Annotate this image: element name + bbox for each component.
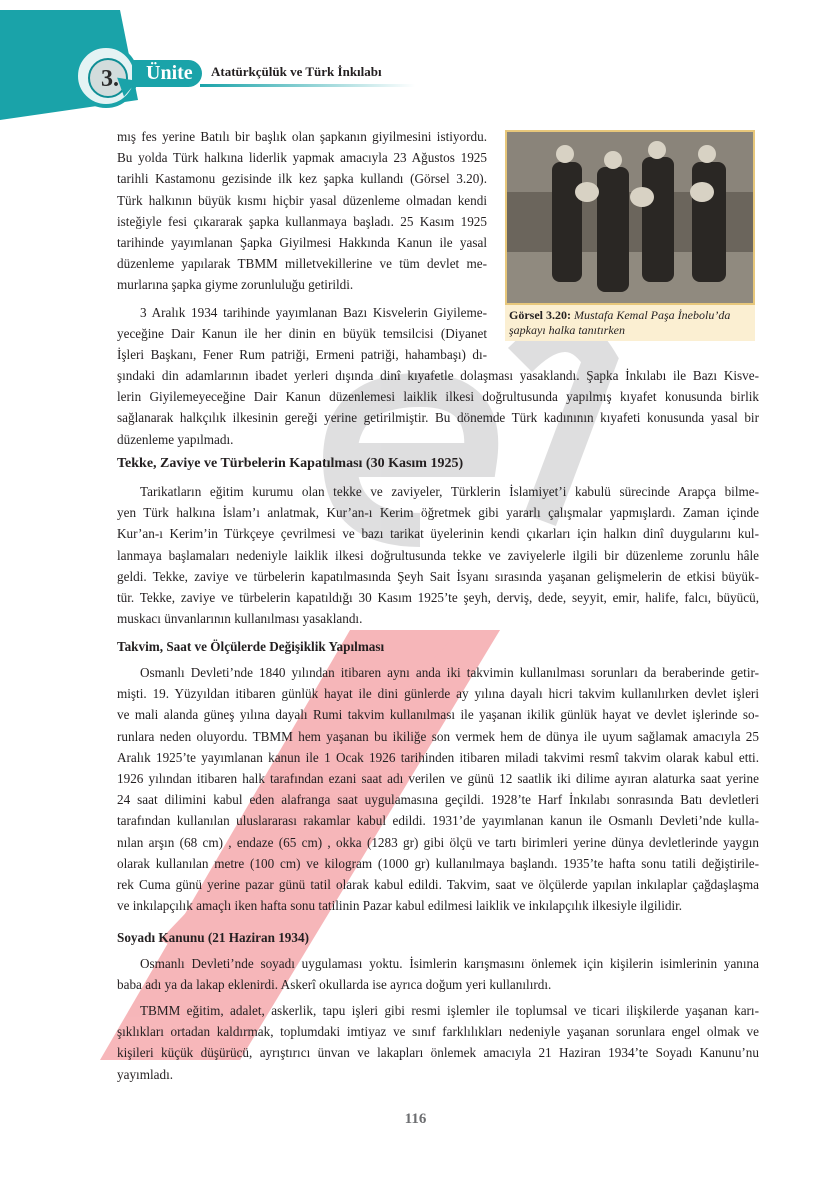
figure-caption [505, 305, 755, 341]
unit-label: Ünite [146, 62, 193, 84]
text-line: nılan arşın (68 cm) , endaze (65 cm) , okka (1283 gr) gibi ölçü ve tartı birimleri yerine dünya devletlerinde yaygın [117, 834, 759, 850]
text-line: baba adı ya da lakap eklenirdi. Askerî okullarda ise ayrıca doğum yeri kullanılırdı. [117, 977, 552, 993]
section-takvim-paragraph [117, 662, 759, 916]
text-line: muskacı ünvanlarının kullanılması yasaklandı. [117, 611, 363, 627]
photo-illustration [507, 132, 753, 303]
text-line: murlarına şapka giyme zorunluluğu getirildi. [117, 277, 354, 293]
text-line: ve inkılapçılık amaçlı iken hafta sonu tatilinin Pazar kabul edilmesi laiklik ve inkılapçılık ilkesiyle ilgilidir. [117, 898, 683, 914]
text-line: rek Cuma günü yerine pazar günü tatil olarak kabul edildi. Takvim, saat ve ölçülerde yapılan inkılaplar çağdaşlaşma [117, 877, 759, 893]
text-line: İşleri Başkanı, Fener Rum patriği, Ermeni patriği, hahambaşı) dı- [117, 347, 487, 363]
unit-title-underline [200, 84, 415, 87]
text-line: tür. Tekke, zaviye ve türbelerin kapatıldığı 30 Kasım 1925’te şeyh, derviş, dede, seyyit, emir, halife, falcı, büyücü, [117, 590, 759, 606]
text-line: 1926 yılından itibaren halk tarafından ezani saat adı verilen ve günü 12 saatlik iki dilime ayıran alaturka saat yerine [117, 771, 759, 787]
text-line: yeceğine Dair Kanun ile her dinin en büyük temsilcisi (Diyanet [117, 326, 487, 342]
text-line: düzenleme yapılarak TBMM milletvekillerine ve tüm devlet me- [117, 256, 487, 272]
text-line: lerin Giyilemeyeceğine Dair Kanun düzenlemesi laiklik ilkesi doğrultusunda yapılmış kıyafet konusunda birlik [117, 389, 759, 405]
text-line: sağlanarak halkçılık ilkesinin gereği yerine getirilmiştir. Bu dönemde Türk kadınının kıyafeti konusunda yasal bir [117, 410, 759, 426]
figure-caption-text: Mustafa Kemal Paşa İnebolu’da şapkayı halka tanıtırken [509, 308, 731, 337]
figure-label: Görsel 3.20: [509, 308, 571, 322]
text-line: mış fes yerine Batılı bir başlık olan şapkanın giyilmesini istiyordu. [117, 129, 487, 144]
text-line: Bu yolda Türk halkına liderlik yapmak amacıyla 23 Ağustos 1925 [117, 150, 487, 166]
text-line: şındaki din adamlarının ibadet yerleri dışında dinî kıyafetle dolaşması yasaklandı. Şapka İnkılabı ile Bazı Kisve- [117, 368, 759, 383]
text-line: lanmaya başlamaları nedeniyle laiklik ilkesi doğrultusunda tekke ve zaviyelerle ilgili bir düzenleme zorunlu hâle [117, 547, 759, 563]
text-line: Osmanlı Devleti’nde 1840 yılından itibaren aynı anda iki takvimin kullanılması sorunları da beraberinde getir- [140, 665, 759, 680]
text-line: Aralık 1925’te yayımlanan kanun ile 1 Ocak 1926 tarihinden itibaren miladi takvimi resmî takvim olarak kabul etti. [117, 749, 759, 765]
text-line: Türk halkının büyük kısmı hiçbir yasal düzenleme olmadan kendi [117, 192, 487, 208]
text-line: geldi. Tekke, zaviye ve türbelerin kapatılmasında Şeyh Sait İsyanı sırasında yaşanan gelişmelerin de etkisi büyük- [117, 568, 759, 584]
section-soyadi-paragraph-1 [117, 953, 759, 995]
text-line: Kur’an-ı Kerim’in Türkçeye çevrilmesi ve bazı tarikat üyelerinin kendi çıkarları için halkın dinî duygularını kul- [117, 526, 759, 542]
text-line: isteğiyle fesi çıkararak şapka kullanmaya başladı. 25 Kasım 1925 [117, 213, 487, 229]
text-line: 24 saat dilimini kabul eden alafranga saat uygulamasına geçildi. 1928’te Harf İnkılabı sonrasında Batı devletleri [117, 792, 759, 808]
section-heading-takvim: Takvim, Saat ve Ölçülerde Değişiklik Yapılması [117, 639, 385, 654]
text-line: Osmanlı Devleti’nde soyadı uygulaması yoktu. İsimlerin karışmasını önlemek için kişilerin isimlerinin yanına [140, 956, 759, 971]
figure-photo [505, 130, 755, 305]
section-heading-tekke: Tekke, Zaviye ve Türbelerin Kapatılması (30 Kasım 1925) [117, 456, 464, 471]
text-line: ve mali alanda güneş yılına dayalı Rumi takvim kullanılması ile yaşanan ikilik günlük hayat ve devlet işlerinde so- [117, 707, 759, 723]
section-soyadi-paragraph-2 [117, 1000, 759, 1085]
text-line: tarihinde yayımlanan Şapka Giyilmesi Hakkında Kanun ile yasal [117, 235, 487, 251]
text-line: tarihli Kastamonu gezisinde ilk kez şapka kullandı (Görsel 3.20). [117, 171, 487, 187]
intro-paragraph-2-wide [117, 365, 759, 450]
unit-number: 3. [101, 66, 119, 92]
text-line: kişileri küçük düşürücü, ayrıştırıcı ünvan ve lakapları önlemek amacıyla 21 Haziran 1934’te Soyadı Kanunu’nu [117, 1045, 759, 1061]
text-line: TBMM eğitim, adalet, askerlik, tapu işleri gibi resmi işlemler ile toplumsal ve ticari ilişkilerde yaşanan karı- [140, 1003, 759, 1018]
text-line: mişti. 19. Yüzyıldan itibaren günlük hayat ile dini günlerde ay yılına dayalı hicri takvim kullanılırken devlet işleri [117, 686, 759, 702]
intro-paragraph-1 [117, 126, 487, 296]
text-line: şıklıkları ortadan kaldırmak, toplumdaki imtiyaz ve sınıf farklılıkları nedeniyle yaşanan sorunlara engel olmak ve [117, 1024, 759, 1040]
section-tekke-paragraph [117, 481, 759, 629]
text-line: tarafından kullanılan uluslararası rakamlar kabul edildi. 1931’de yayımlanan kanun ile Osmanlı Devleti’nde kulla- [117, 813, 759, 829]
text-line: yen Türk halkına İslam’ı anlatmak, Kur’an-ı Kerim öğretmek gibi yararlı çalışmalar yapmışlardı. Zaman içinde [117, 505, 759, 521]
intro-paragraph-2-narrow [117, 302, 487, 366]
unit-title: Atatürkçülük ve Türk İnkılabı [211, 64, 382, 79]
text-line: yayımladı. [117, 1066, 174, 1082]
text-line: olarak kullanılan metre (100 cm) ve kilogram (1000 gr) kullanılmaya başlandı. 1935’te hafta sonu tatili değiştirile- [117, 855, 759, 871]
text-line: runlara neden oluyordu. TBMM hem yaşanan bu ikiliğe son vermek hem de dünya ile uyum sağlamak amacıyla 25 [117, 728, 759, 744]
text-line: düzenleme yapılmadı. [117, 431, 234, 447]
text-line: 3 Aralık 1934 tarihinde yayımlanan Bazı Kisvelerin Giyileme- [140, 305, 487, 320]
text-line: Tarikatların eğitim kurumu olan tekke ve zaviyeler, Türklerin İslamiyet’i kabulü sürecinde Arapça bilme- [140, 484, 759, 499]
section-heading-soyadi: Soyadı Kanunu (21 Haziran 1934) [117, 930, 309, 945]
page-number: 116 [404, 1111, 427, 1127]
